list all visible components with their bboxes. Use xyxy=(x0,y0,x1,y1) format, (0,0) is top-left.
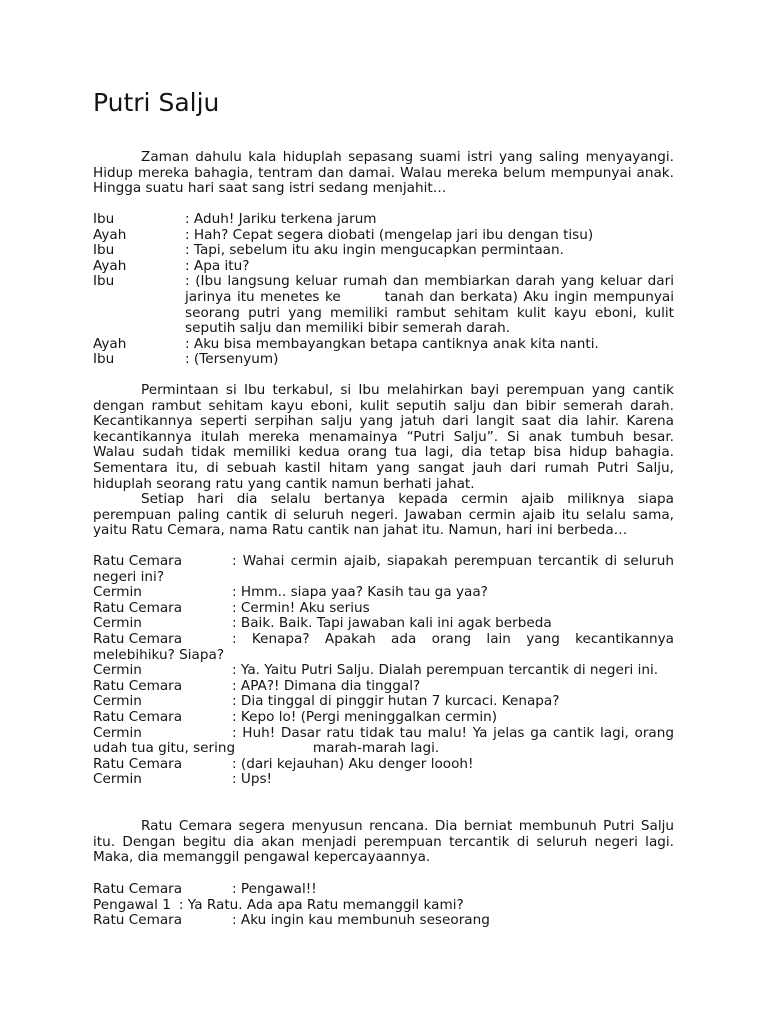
dialog-text: : Kenapa? Apakah ada orang lain yang kecantikannya melebihiku? Siapa? xyxy=(93,630,674,663)
speaker-name: Ayah xyxy=(93,257,127,274)
dialog-text: : Hmm.. siapa yaa? Kasih tau ga yaa? xyxy=(232,584,488,601)
speaker-name: Ibu xyxy=(93,211,115,227)
dialog-text: : Hah? Cepat segera diobati (mengelap jari ibu dengan tisu) xyxy=(185,228,674,244)
dialog-block-1 xyxy=(93,211,679,368)
dialog-line xyxy=(93,616,674,632)
dialog-line xyxy=(93,724,679,757)
dialog-line xyxy=(93,913,674,929)
dialog-line xyxy=(93,632,674,663)
dialog-line xyxy=(93,337,674,353)
speaker-name: Cermin xyxy=(93,615,142,632)
speaker-name: Cermin xyxy=(93,724,142,741)
dialog-text: : Apa itu? xyxy=(185,259,674,275)
dialog-text: : Huh! Dasar ratu tidak tau malu! Ya jelas ga cantik lagi, orang udah tua gitu, sering marah-marah lagi. xyxy=(93,724,679,757)
dialog-line xyxy=(93,352,674,368)
dialog-line xyxy=(93,554,674,585)
dialog-line xyxy=(93,663,674,679)
dialog-line xyxy=(93,228,674,244)
speaker-name: Ibu xyxy=(93,242,115,259)
dialog-line xyxy=(93,757,674,773)
dialog-text: : Ya Ratu. Ada apa Ratu memanggil kami? xyxy=(178,896,464,913)
dialog-line xyxy=(93,259,674,275)
dialog-line xyxy=(93,882,674,898)
speaker-name: Ratu Cemara xyxy=(93,599,183,616)
speaker-name: Ayah xyxy=(93,335,127,352)
dialog-text: : Ups! xyxy=(232,771,273,788)
dialog-block-3 xyxy=(93,882,674,929)
dialog-line xyxy=(93,601,674,617)
paragraph-3: Setiap hari dia selalu bertanya kepada cermin ajaib miliknya siapa perempuan paling cantik di seluruh negeri. Jawaban cermin ajaib itu selalu sama, yaitu Ratu Cemara, nama Ratu cantik nan jahat itu. Namun, hari ini berbeda… xyxy=(93,491,674,539)
speaker-name: Cermin xyxy=(93,662,142,679)
dialog-text: : Aduh! Jariku terkena jarum xyxy=(185,212,674,228)
dialog-text: : (Ibu langsung keluar rumah dan membiarkan darah yang keluar dari jarinya itu menetes ke tanah dan berkata) Aku ingin mempunyai seorang putri yang memiliki rambut sehitam kulit kayu eboni, kulit seputih salju dan memiliki bibir semerah darah. xyxy=(185,274,674,336)
dialog-line xyxy=(93,772,674,788)
speaker-name: Ibu xyxy=(93,273,115,290)
speaker-name: Ibu xyxy=(93,351,115,368)
speaker-name: Cermin xyxy=(93,693,142,710)
speaker-name: Cermin xyxy=(93,771,142,788)
speaker-name: Ratu Cemara xyxy=(93,881,183,897)
dialog-text: : Pengawal!! xyxy=(232,881,317,897)
dialog-text: : APA?! Dimana dia tinggal? xyxy=(232,677,421,694)
dialog-line xyxy=(93,694,674,710)
dialog-text: : Aku ingin kau membunuh seseorang xyxy=(232,912,490,929)
dialog-line xyxy=(93,212,674,228)
paragraph-intro: Zaman dahulu kala hiduplah sepasang suami istri yang saling menyayangi. Hidup mereka bahagia, tentram dan damai. Walau mereka belum mempunyai anak. Hingga suatu hari saat sang istri sedang menjahit… xyxy=(93,149,674,197)
dialog-line xyxy=(93,585,674,601)
document-title: Putri Salju xyxy=(93,88,220,117)
speaker-name: Ratu Cemara xyxy=(93,677,183,694)
dialog-line xyxy=(93,898,674,914)
dialog-text: : Ya. Yaitu Putri Salju. Dialah perempuan tercantik di negeri ini. xyxy=(232,662,659,679)
speaker-name: Cermin xyxy=(93,584,142,601)
speaker-name: Ratu Cemara xyxy=(93,708,183,725)
dialog-block-2 xyxy=(93,553,679,788)
dialog-line xyxy=(93,679,674,695)
speaker-name: Ratu Cemara xyxy=(93,912,183,929)
speaker-name: Ratu Cemara xyxy=(93,630,183,647)
dialog-line xyxy=(93,273,679,337)
dialog-text: : (dari kejauhan) Aku denger loooh! xyxy=(232,755,474,772)
dialog-text: : Baik. Baik. Tapi jawaban kali ini agak berbeda xyxy=(232,615,552,632)
dialog-line xyxy=(93,243,674,259)
dialog-text: : Tapi, sebelum itu aku ingin mengucapkan permintaan. xyxy=(185,243,674,259)
speaker-name: Ayah xyxy=(93,226,127,243)
dialog-text: : Wahai cermin ajaib, siapakah perempuan tercantik di seluruh negeri ini? xyxy=(93,553,674,585)
paragraph-4: Ratu Cemara segera menyusun rencana. Dia berniat membunuh Putri Salju itu. Dengan begitu dia akan menjadi perempuan tercantik di seluruh negeri lagi. Maka, dia memanggil pengawal kepercayaannya. xyxy=(93,818,674,866)
dialog-text: : Kepo lo! (Pergi meninggalkan cermin) xyxy=(232,708,498,725)
dialog-text: : Dia tinggal di pinggir hutan 7 kurcaci. Kenapa? xyxy=(232,693,560,710)
speaker-name: Pengawal 1 xyxy=(93,896,171,913)
speaker-name: Ratu Cemara xyxy=(93,553,183,569)
dialog-line xyxy=(93,710,674,726)
speaker-name: Ratu Cemara xyxy=(93,755,183,772)
dialog-text: : Aku bisa membayangkan betapa cantiknya anak kita nanti. xyxy=(185,337,674,353)
dialog-text: : Cermin! Aku serius xyxy=(232,599,370,616)
paragraph-2: Permintaan si Ibu terkabul, si Ibu melahirkan bayi perempuan yang cantik dengan rambut sehitam kayu eboni, kulit seputih salju dan bibir semerah darah. Kecantikannya seperti serpihan salju yang jatuh dari langit saat dia lahir. Karena kecantikannya itulah mereka menamainya “Putri Salju”. Si anak tumbuh besar. Walau sudah tidak memiliki kedua orang tua lagi, dia tetap bisa hidup bahagia. Sementara itu, di sebuah kastil hitam yang sangat jauh dari rumah Putri Salju, hiduplah seorang ratu yang cantik namun berhati jahat. xyxy=(93,382,674,492)
dialog-text: : (Tersenyum) xyxy=(185,352,674,368)
